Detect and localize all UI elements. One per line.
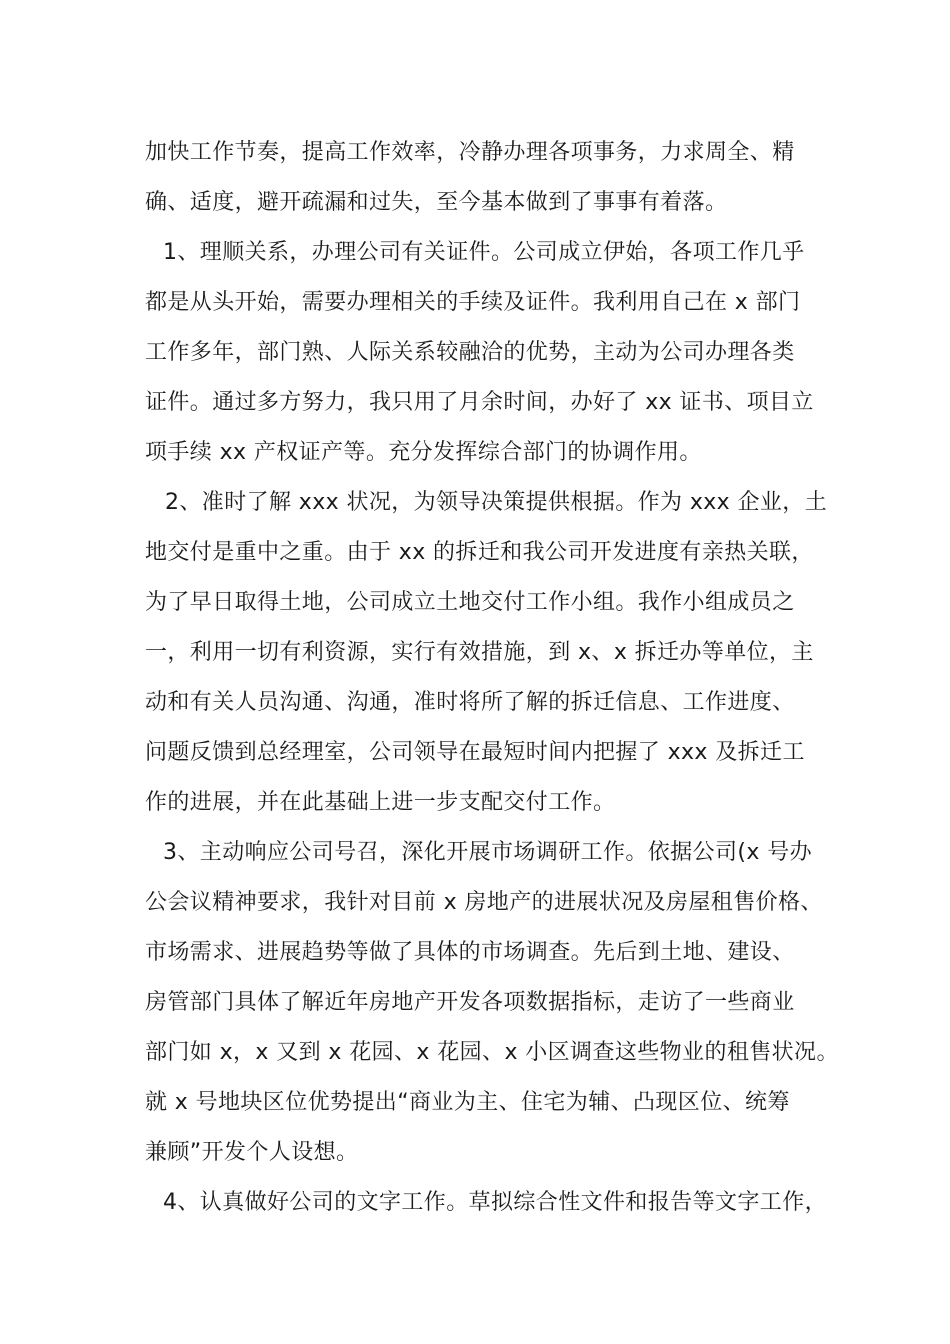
text-line: 4、认真做好公司的文字工作。草拟综合性文件和报告等文字工作， <box>163 1190 827 1215</box>
text-line: 都是从头开始，需要办理相关的手续及证件。我利用自己在 x 部门 <box>145 290 801 315</box>
text-line: 工作多年，部门熟、人际关系较融洽的优势，主动为公司办理各类 <box>145 340 795 365</box>
text-line: 问题反馈到总经理室，公司领导在最短时间内把握了 xxx 及拆迁工 <box>145 740 805 765</box>
text-line: 就 x 号地块区位优势提出“商业为主、住宅为辅、凸现区位、统筹 <box>145 1090 790 1115</box>
text-line: 加快工作节奏，提高工作效率，冷静办理各项事务，力求周全、精 <box>145 140 795 165</box>
text-line: 为了早日取得土地，公司成立土地交付工作小组。我作小组成员之 <box>145 590 795 615</box>
text-line: 动和有关人员沟通、沟通，准时将所了解的拆迁信息、工作进度、 <box>145 690 795 715</box>
text-line: 一，利用一切有利资源，实行有效措施，到 x、x 拆迁办等单位，主 <box>145 640 814 665</box>
text-line: 兼顾”开发个人设想。 <box>145 1140 359 1165</box>
text-line: 证件。通过多方努力，我只用了月余时间，办好了 xx 证书、项目立 <box>145 390 814 415</box>
text-line: 作的进展，并在此基础上进一步支配交付工作。 <box>145 790 616 815</box>
text-line: 公会议精神要求，我针对目前 x 房地产的进展状况及房屋租售价格、 <box>145 890 823 915</box>
text-line: 2、准时了解 xxx 状况，为领导决策提供根据。作为 xxx 企业，土 <box>165 490 828 515</box>
text-line: 房管部门具体了解近年房地产开发各项数据指标，走访了一些商业 <box>145 990 795 1015</box>
text-line: 项手续 xx 产权证产等。充分发挥综合部门的协调作用。 <box>145 440 702 465</box>
text-line: 3、主动响应公司号召，深化开展市场调研工作。依据公司(x 号办 <box>163 840 812 865</box>
text-line: 市场需求、进展趋势等做了具体的市场调查。先后到土地、建设、 <box>145 940 795 965</box>
text-line: 1、理顺关系，办理公司有关证件。公司成立伊始，各项工作几乎 <box>163 240 805 265</box>
text-line: 确、适度，避开疏漏和过失，至今基本做到了事事有着落。 <box>145 190 728 215</box>
text-line: 地交付是重中之重。由于 xx 的拆迁和我公司开发进度有亲热关联， <box>145 540 814 565</box>
text-line: 部门如 x，x 又到 x 花园、x 花园、x 小区调查这些物业的租售状况。 <box>145 1040 839 1065</box>
